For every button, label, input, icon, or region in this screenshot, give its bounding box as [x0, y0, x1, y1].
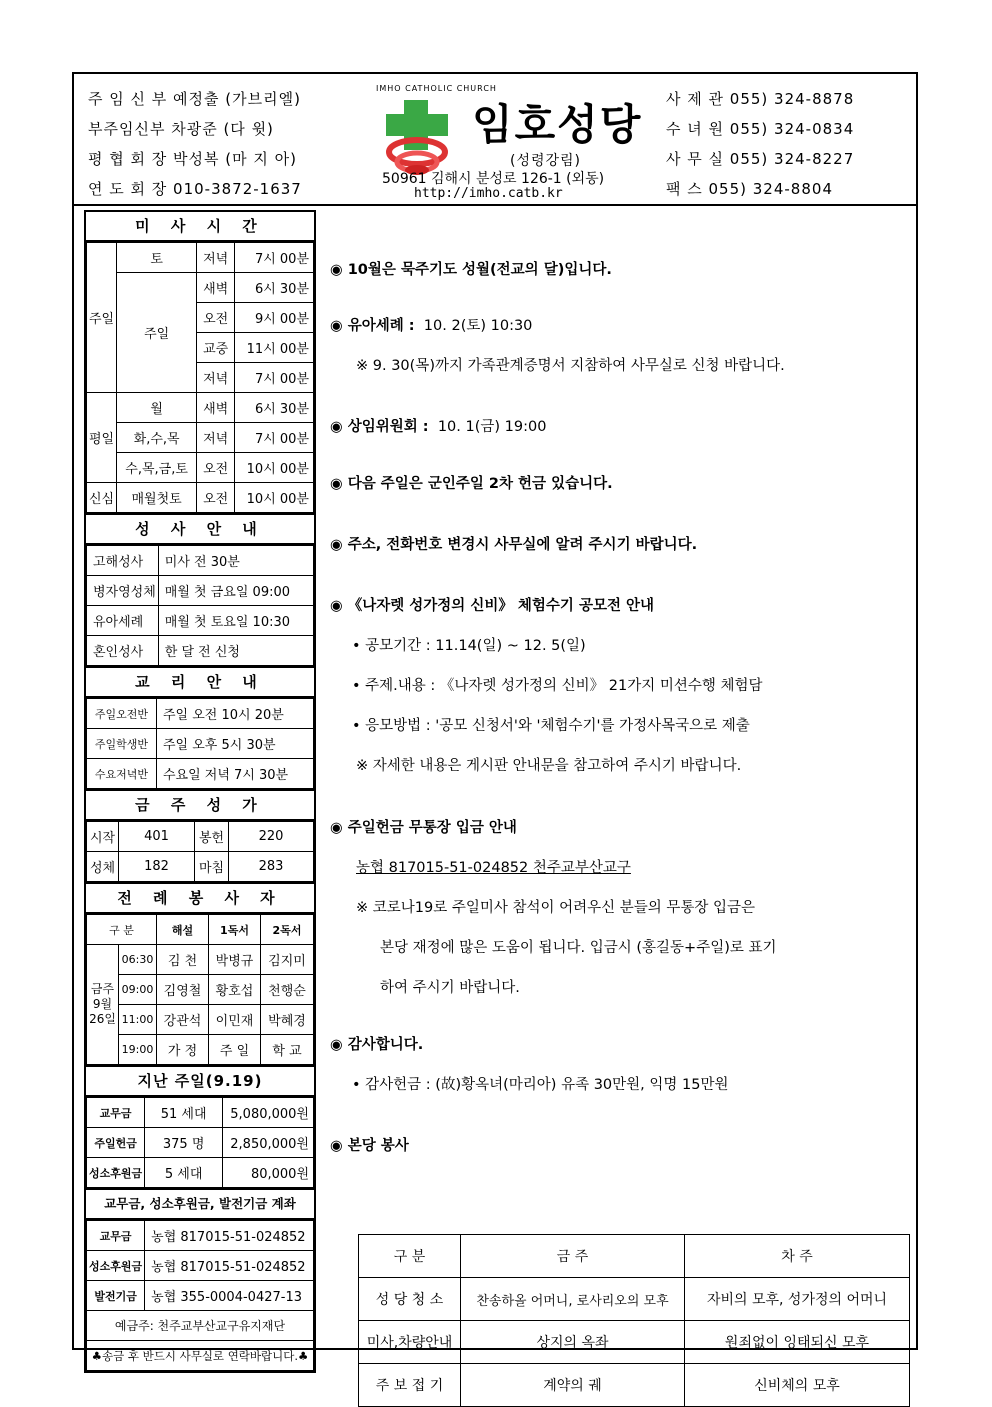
last-week-table: 교무금 51 세대 5,080,000원 주일헌금 375 명 2,850,000원 성소후원금 5 세대 80,000원	[86, 1097, 314, 1188]
header	[74, 74, 916, 206]
last-week-title: 지난 주일(9.19)	[86, 1065, 314, 1097]
council-president-line: 평 협 회 장 박성복 (마 지 아)	[88, 150, 297, 168]
sacraments-table: 고해성사 미사 전 30분 병자영성체 매월 첫 금요일 09:00 유아세례 매월 첫 토요일 10:30 혼인성사 한 달 전 신청	[86, 545, 314, 666]
notice-standing-committee: ◉ 상임위원회 : 10. 1(금) 19:00	[330, 419, 547, 435]
assistant-pastor-line: 부주임신부 차광준 (다 윗)	[88, 120, 274, 138]
notice-contest-title: ◉ 《나자렛 성가정의 신비》 체험수기 공모전 안내	[330, 598, 655, 614]
church-url[interactable]: http://imho.catb.kr	[414, 186, 563, 201]
liturgy-table: 구 분 해설 1독서 2독서 금주 9월 26일 06:30 김 천 박병규 김지미 09:00 김영철 황호섭 천행순 11:00 강관석 이민재 박혜경 19:00 가 정 주 일 학 교	[86, 914, 314, 1065]
weekday-label: 평일	[87, 393, 117, 483]
contest-theme: • 주제.내용 : 《나자렛 성가정의 신비》 21가지 미션수행 체험담	[352, 678, 763, 694]
notice-offering-transfer: ◉ 주일헌금 무통장 입금 안내	[330, 820, 517, 836]
sacraments-title: 성 사 안 내	[86, 513, 314, 545]
contact-info	[666, 84, 916, 204]
notice-thanks: ◉ 감사합니다.	[330, 1037, 424, 1053]
service-table: 구 분 금 주 차 주 성 당 청 소 찬송하올 어머니, 로사리오의 모후 자비의 모후, 성가정의 어머니 미사,차량안내 상지의 옥좌 원죄없이 잉태되신 모후 주 보 접 기 계약의 궤 신비체의 모후	[358, 1234, 910, 1407]
cross-icon	[382, 96, 452, 176]
clergy-info	[88, 84, 358, 204]
church-address: 50961 김해시 분성로 126-1 (외동)	[382, 171, 605, 187]
offering-note-3: 하여 주시기 바랍니다.	[380, 980, 520, 996]
office-phone: 사 무 실 055) 324-8227	[666, 150, 855, 168]
sunday-label: 주일	[87, 243, 117, 393]
notice-military-sunday: ◉ 다음 주일은 군인주일 2차 헌금 있습니다.	[330, 476, 613, 492]
contest-method: • 응모방법 : '공모 신청서'와 '체험수기'를 가정사목국으로 제출	[352, 718, 750, 734]
church-name: 임호성당	[472, 100, 643, 149]
yearly-president-line: 연 도 회 장 010-3872-1637	[88, 180, 302, 198]
pastor-line: 주 임 신 부 예정출 (가브리엘)	[88, 90, 301, 108]
bulletin-page	[72, 72, 918, 1394]
mass-times-title: 미 사 시 간	[86, 212, 314, 242]
contest-period: • 공모기간 : 11.14(일) ~ 12. 5(일)	[352, 638, 586, 654]
notice-rosary-month: ◉ 10월은 묵주기도 성월(전교의 달)입니다.	[330, 262, 612, 278]
fax-number: 팩 스 055) 324-8804	[666, 180, 833, 198]
liturgy-title: 전 례 봉 사 자	[86, 882, 314, 914]
notice-address-change: ◉ 주소, 전화번호 변경시 사무실에 알려 주시기 바랍니다.	[330, 537, 698, 553]
logo-arc-text: IMHO CATHOLIC CHURCH	[376, 84, 497, 93]
mass-times-table: 주일 토 저녁 7시 00분 주일 새벽 6시 30분 오전 9시 00분 교중 11시 00분 저녁 7시 00분 평일 월 새벽 6시 30분 화,수,목 저녁 7시 00분 수,목,금,토 오전 10시 00분 신심 매월첫토 오전 10시 00분	[86, 242, 314, 513]
thanks-offering: • 감사헌금 : (故)황옥녀(마리아) 유족 30만원, 익명 15만원	[352, 1077, 729, 1093]
offering-account: 농협 817015-51-024852 천주교부산교구	[356, 860, 631, 876]
account-holder: 예금주: 천주교부산교구유지재단	[87, 1311, 314, 1341]
contest-note: ※ 자세한 내용은 게시판 안내문을 참고하여 주시기 바랍니다.	[356, 758, 742, 774]
hymns-title: 금 주 성 가	[86, 789, 314, 821]
offering-note-1: ※ 코로나19로 주일미사 참석이 어려우신 분들의 무통장 입금은	[356, 900, 756, 916]
sidebar	[84, 210, 316, 1373]
accounts-table: 교무금 농협 817015-51-024852 성소후원금 농협 817015-51-024852 발전기금 농협 355-0004-0427-13 예금주: 천주교부산교구유지재단 ♣송금 후 반드시 사무실로 연락바랍니다.♣	[86, 1220, 314, 1371]
hymns-table: 시작 401 봉헌 220 성체 182 마침 283	[86, 821, 314, 882]
transfer-note: ♣송금 후 반드시 사무실로 연락바랍니다.♣	[87, 1341, 314, 1371]
notice-baptism-note: ※ 9. 30(목)까지 가족관계증명서 지참하여 사무실로 신청 바랍니다.	[356, 358, 785, 374]
liturgy-date: 금주 9월 26일	[87, 945, 119, 1065]
offering-note-2: 본당 재정에 많은 도움이 됩니다. 입금시 (홍길동+주일)로 표기	[380, 940, 777, 956]
notice-parish-service: ◉ 본당 봉사	[330, 1138, 409, 1154]
church-logo	[374, 82, 664, 202]
catechism-title: 교 리 안 내	[86, 666, 314, 698]
rectory-phone: 사 제 관 055) 324-8878	[666, 90, 855, 108]
accounts-title: 교무금, 성소후원금, 발전기금 계좌	[86, 1188, 314, 1220]
church-patron: (성령강림)	[510, 153, 582, 169]
catechism-table: 주일오전반 주일 오전 10시 20분 주일학생반 주일 오후 5시 30분 수요저녁반 수요일 저녁 7시 30분	[86, 698, 314, 789]
convent-phone: 수 녀 원 055) 324-0834	[666, 120, 855, 138]
notice-infant-baptism: ◉ 유아세례 : 10. 2(토) 10:30	[330, 318, 533, 334]
